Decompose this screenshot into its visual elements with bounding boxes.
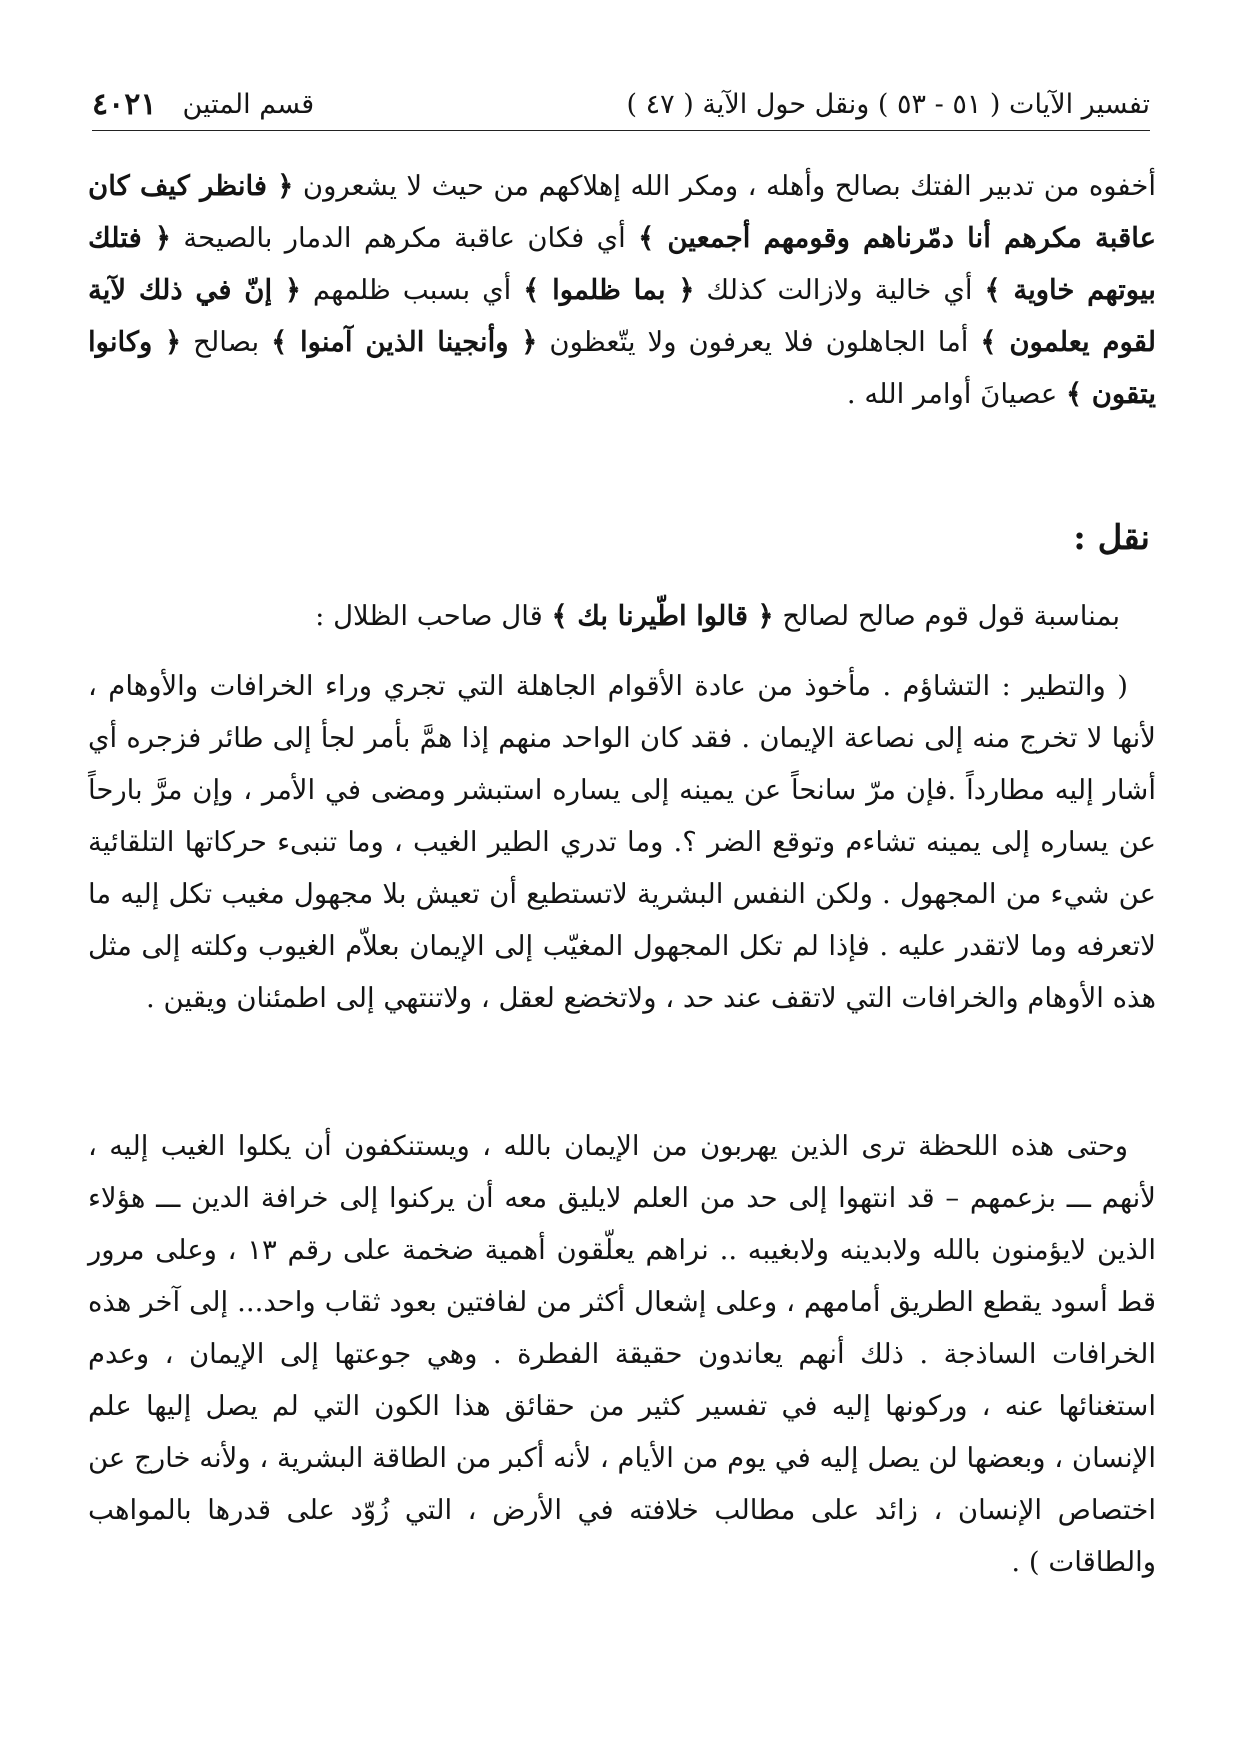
page-number: ٤٠٢١ [92, 86, 157, 122]
tafsir-text: أي فكان عاقبة مكرهم الدمار بالصيحة [183, 222, 626, 254]
tafsir-text: أما الجاهلون فلا يعرفون ولا يتّعظون [549, 326, 969, 358]
quote-intro [120, 590, 1120, 642]
tafsir-text: أي بسبب ظلمهم [312, 274, 512, 306]
tafsir-paragraph [88, 160, 1156, 420]
tafsir-text: بصالح [193, 326, 260, 358]
tafsir-text: عصيانَ أوامر الله . [846, 378, 1058, 410]
header-section-label: قسم المتين [182, 88, 315, 120]
header-left-group [92, 87, 314, 122]
quran-quote: ﴿ وأنجينا الذين آمنوا ﴾ [271, 326, 538, 358]
running-header [92, 82, 1150, 126]
section-heading: نقل : [1073, 518, 1150, 558]
quran-quote: ﴿ وكانوا يتقون ﴾ [88, 326, 1156, 410]
quran-quote: ﴿ فتلك بيوتهم خاوية ﴾ [88, 222, 1156, 306]
intro-text: قال صاحب الظلال : [315, 600, 543, 632]
tafsir-text: أي خالية ولازالت كذلك [706, 274, 973, 306]
header-rule [92, 130, 1150, 131]
intro-text: بمناسبة قول قوم صالح لصالح [782, 600, 1120, 632]
quran-quote: ﴿ قالوا اطّيرنا بك ﴾ [551, 600, 774, 632]
header-title: تفسير الآيات ( ٥١ - ٥٣ ) ونقل حول الآية ( ٤٧ ) [626, 88, 1150, 120]
tafsir-text: أخفوه من تدبير الفتك بصالح وأهله ، ومكر الله إهلاكهم من حيث لا يشعرون [302, 170, 1156, 202]
quran-quote: ﴿ إنّ في ذلك لآية لقوم يعلمون ﴾ [88, 274, 1156, 358]
quran-quote: ﴿ بما ظلموا ﴾ [523, 274, 695, 306]
quoted-paragraph: ( والتطير : التشاؤم . مأخوذ من عادة الأقوام الجاهلة التي تجري وراء الخرافات والأوهام ، لأنها لا تخرج منه إلى نصاعة الإيمان . فقد كان الواحد منهم إذا همَّ بأمر لجأ إلى طائر فزجره أي أشار إليه مطارداً .فإن مرّ سانحاً عن يمينه إلى يساره استبشر ومضى في الأمر ، وإن مرَّ بارحاً عن يساره إلى يمينه تشاءم وتوقع الضر ؟. وما تدري الطير الغيب ، وما تنبىء حركاتها التلقائية عن شيء من المجهول . ولكن النفس البشرية لاتستطيع أن تعيش بلا مجهول مغيب تكل إليه ما لاتعرفه وما لاتقدر عليه . فإذا لم تكل المجهول المغيّب إلى الإيمان بعلاّم الغيوب وكلته إلى مثل هذه الأوهام والخرافات التي لاتقف عند حد ، ولاتخضع لعقل ، ولاتنتهي إلى اطمئنان ويقين . [88, 670, 1156, 1014]
quran-quote: ﴿ فانظر كيف كان عاقبة مكرهم أنا دمّرناهم وقومهم أجمعين ﴾ [88, 170, 1157, 254]
quoted-paragraph: وحتى هذه اللحظة ترى الذين يهربون من الإيمان بالله ، ويستنكفون أن يكلوا الغيب إليه ، لأنهم ـــ بزعمهم – قد انتهوا إلى حد من العلم لايليق معه أن يركنوا إلى خرافة الدين ـــ هؤلاء الذين لايؤمنون بالله ولابدينه ولابغيبه .. نراهم يعلّقون أهمية ضخمة على رقم ١٣ ، وعلى مرور قط أسود يقطع الطريق أمامهم ، وعلى إشعال أكثر من لفافتين بعود ثقاب واحد... إلى آخر هذه الخرافات الساذجة . ذلك أنهم يعاندون حقيقة الفطرة . وهي جوعتها إلى الإيمان ، وعدم استغنائها عنه ، وركونها إليه في تفسير كثير من حقائق هذا الكون التي لم يصل إليها علم الإنسان ، وبعضها لن يصل إليه في يوم من الأيام ، لأنه أكبر من الطاقة البشرية ، ولأنه خارج عن اختصاص الإنسان ، زائد على مطالب خلافته في الأرض ، التي زُوّد على قدرها بالمواهب والطاقات ) . [88, 1130, 1156, 1578]
